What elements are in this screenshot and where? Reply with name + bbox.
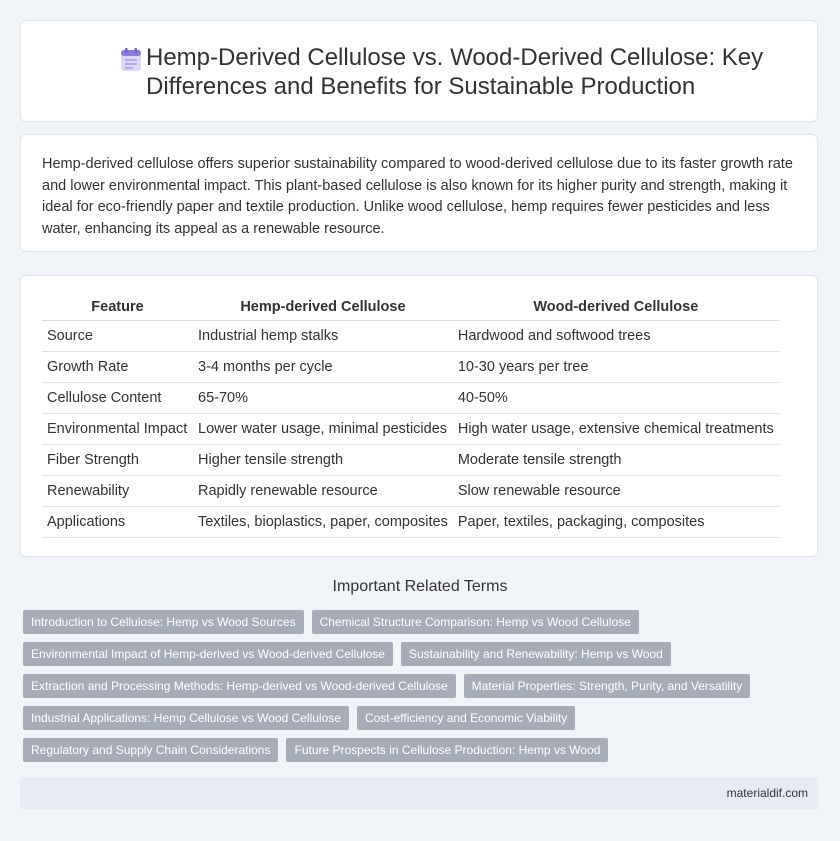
table-cell: Hardwood and softwood trees <box>453 321 779 352</box>
table-cell: Slow renewable resource <box>453 476 779 507</box>
related-term-tag[interactable]: Material Properties: Strength, Purity, and Versatility <box>464 674 751 698</box>
table-cell: Fiber Strength <box>42 445 193 476</box>
table-row <box>42 476 779 507</box>
table-row <box>42 414 779 445</box>
table-row <box>42 383 779 414</box>
table-cell: Moderate tensile strength <box>453 445 779 476</box>
table-row <box>42 321 779 352</box>
related-term-tag[interactable]: Future Prospects in Cellulose Production: Hemp vs Wood <box>286 738 608 762</box>
tag-row <box>23 642 823 666</box>
table-cell: Lower water usage, minimal pesticides <box>193 414 453 445</box>
title-card <box>20 20 818 122</box>
table-cell: Applications <box>42 507 193 538</box>
table-cell: 10-30 years per tree <box>453 352 779 383</box>
related-term-tag[interactable]: Sustainability and Renewability: Hemp vs Wood <box>401 642 671 666</box>
table-cell: 40-50% <box>453 383 779 414</box>
table-row <box>42 445 779 476</box>
tag-row <box>23 610 823 634</box>
related-term-tag[interactable]: Regulatory and Supply Chain Considerations <box>23 738 278 762</box>
page-title: Hemp-Derived Cellulose vs. Wood-Derived Cellulose: Key Differences and Benefits for Sustainable Production <box>146 44 764 100</box>
column-header: Wood-derived Cellulose <box>453 294 779 321</box>
column-header: Feature <box>42 294 193 321</box>
related-terms-list <box>23 610 823 770</box>
table-cell: Environmental Impact <box>42 414 193 445</box>
related-term-tag[interactable]: Extraction and Processing Methods: Hemp-derived vs Wood-derived Cellulose <box>23 674 456 698</box>
related-term-tag[interactable]: Environmental Impact of Hemp-derived vs Wood-derived Cellulose <box>23 642 393 666</box>
table-row <box>42 507 779 538</box>
table-header-row <box>42 294 779 321</box>
comparison-card <box>20 275 818 557</box>
table-cell: Paper, textiles, packaging, composites <box>453 507 779 538</box>
comparison-table <box>42 294 779 538</box>
table-cell: 65-70% <box>193 383 453 414</box>
related-term-tag[interactable]: Introduction to Cellulose: Hemp vs Wood Sources <box>23 610 304 634</box>
table-cell: Renewability <box>42 476 193 507</box>
table-cell: High water usage, extensive chemical treatments <box>453 414 779 445</box>
intro-paragraph: Hemp-derived cellulose offers superior sustainability compared to wood-derived cellulose due to its faster growth rate and lower environmental impact. This plant-based cellulose is also known for its higher purity and strength, making it ideal for eco-friendly paper and textile production. Unlike wood cellulose, hemp requires fewer pesticides and less water, enhancing its appeal as a renewable resource. <box>42 156 793 237</box>
table-cell: Textiles, bioplastics, paper, composites <box>193 507 453 538</box>
table-cell: Cellulose Content <box>42 383 193 414</box>
related-term-tag[interactable]: Industrial Applications: Hemp Cellulose vs Wood Cellulose <box>23 706 349 730</box>
table-cell: Industrial hemp stalks <box>193 321 453 352</box>
tag-row <box>23 706 823 730</box>
intro-card <box>20 134 818 252</box>
column-header: Hemp-derived Cellulose <box>193 294 453 321</box>
document-icon <box>119 47 143 73</box>
site-name[interactable]: materialdif.com <box>726 786 808 800</box>
table-cell: 3-4 months per cycle <box>193 352 453 383</box>
tag-row <box>23 738 823 762</box>
table-cell: Rapidly renewable resource <box>193 476 453 507</box>
table-cell: Source <box>42 321 193 352</box>
tag-row <box>23 674 823 698</box>
table-row <box>42 352 779 383</box>
related-term-tag[interactable]: Cost-efficiency and Economic Viability <box>357 706 575 730</box>
related-terms-heading: Important Related Terms <box>332 578 508 595</box>
table-cell: Higher tensile strength <box>193 445 453 476</box>
footer <box>20 777 818 809</box>
table-cell: Growth Rate <box>42 352 193 383</box>
related-term-tag[interactable]: Chemical Structure Comparison: Hemp vs Wood Cellulose <box>312 610 639 634</box>
